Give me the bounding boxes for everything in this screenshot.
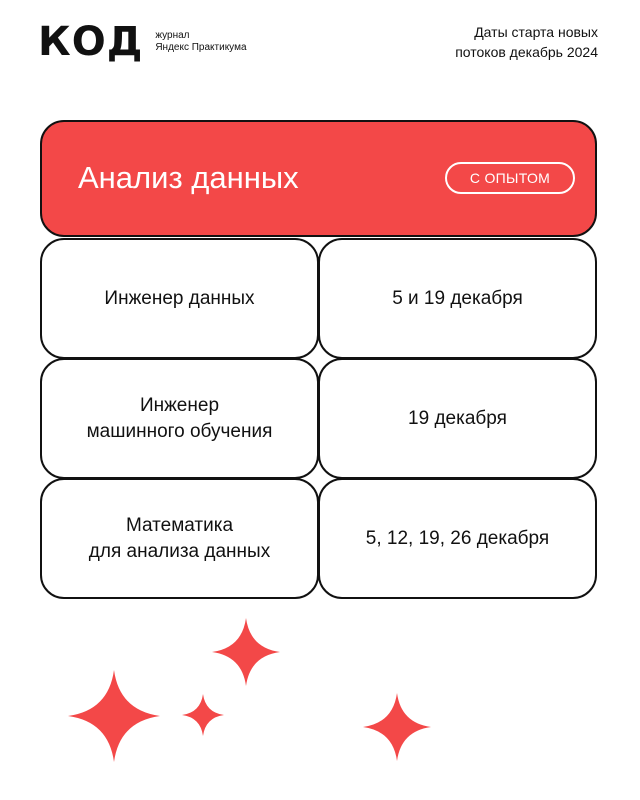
logo-wordmark: КОД [38, 19, 144, 65]
course-name-cell [40, 238, 319, 359]
course-name-line-1: Инженер данных [104, 287, 255, 309]
experience-badge: С ОПЫТОМ [445, 162, 575, 194]
page-caption-line-2: потоков декабрь 2024 [455, 44, 598, 60]
logo-subtitle-line-1: журнал [155, 30, 190, 41]
course-dates-cell [318, 238, 597, 359]
course-name-line-2: машинного обучения [86, 420, 273, 442]
course-name-line-2: для анализа данных [88, 540, 271, 562]
logo-subtitle-line-2: Яндекс Практикума [155, 42, 247, 53]
course-name-line-1: Математика [125, 514, 234, 536]
logo [38, 19, 247, 65]
category-header [40, 120, 597, 237]
sparkle-icon [212, 618, 280, 686]
course-dates: 19 декабря [408, 407, 507, 429]
course-name-cell [40, 478, 319, 599]
course-name-cell [40, 358, 319, 479]
category-title: Анализ данных [78, 160, 299, 195]
course-dates: 5 и 19 декабря [392, 287, 523, 309]
sparkle-icon [363, 693, 431, 761]
course-dates-cell [318, 478, 597, 599]
course-name-line-1: Инженер [139, 394, 220, 416]
course-dates-cell [318, 358, 597, 479]
page-caption-line-1: Даты старта новых [474, 24, 598, 40]
sparkle-icon [182, 694, 224, 736]
course-dates: 5, 12, 19, 26 декабря [365, 527, 550, 549]
sparkle-icon [68, 670, 160, 762]
page-caption [398, 22, 598, 62]
logo-subtitle [155, 30, 246, 54]
